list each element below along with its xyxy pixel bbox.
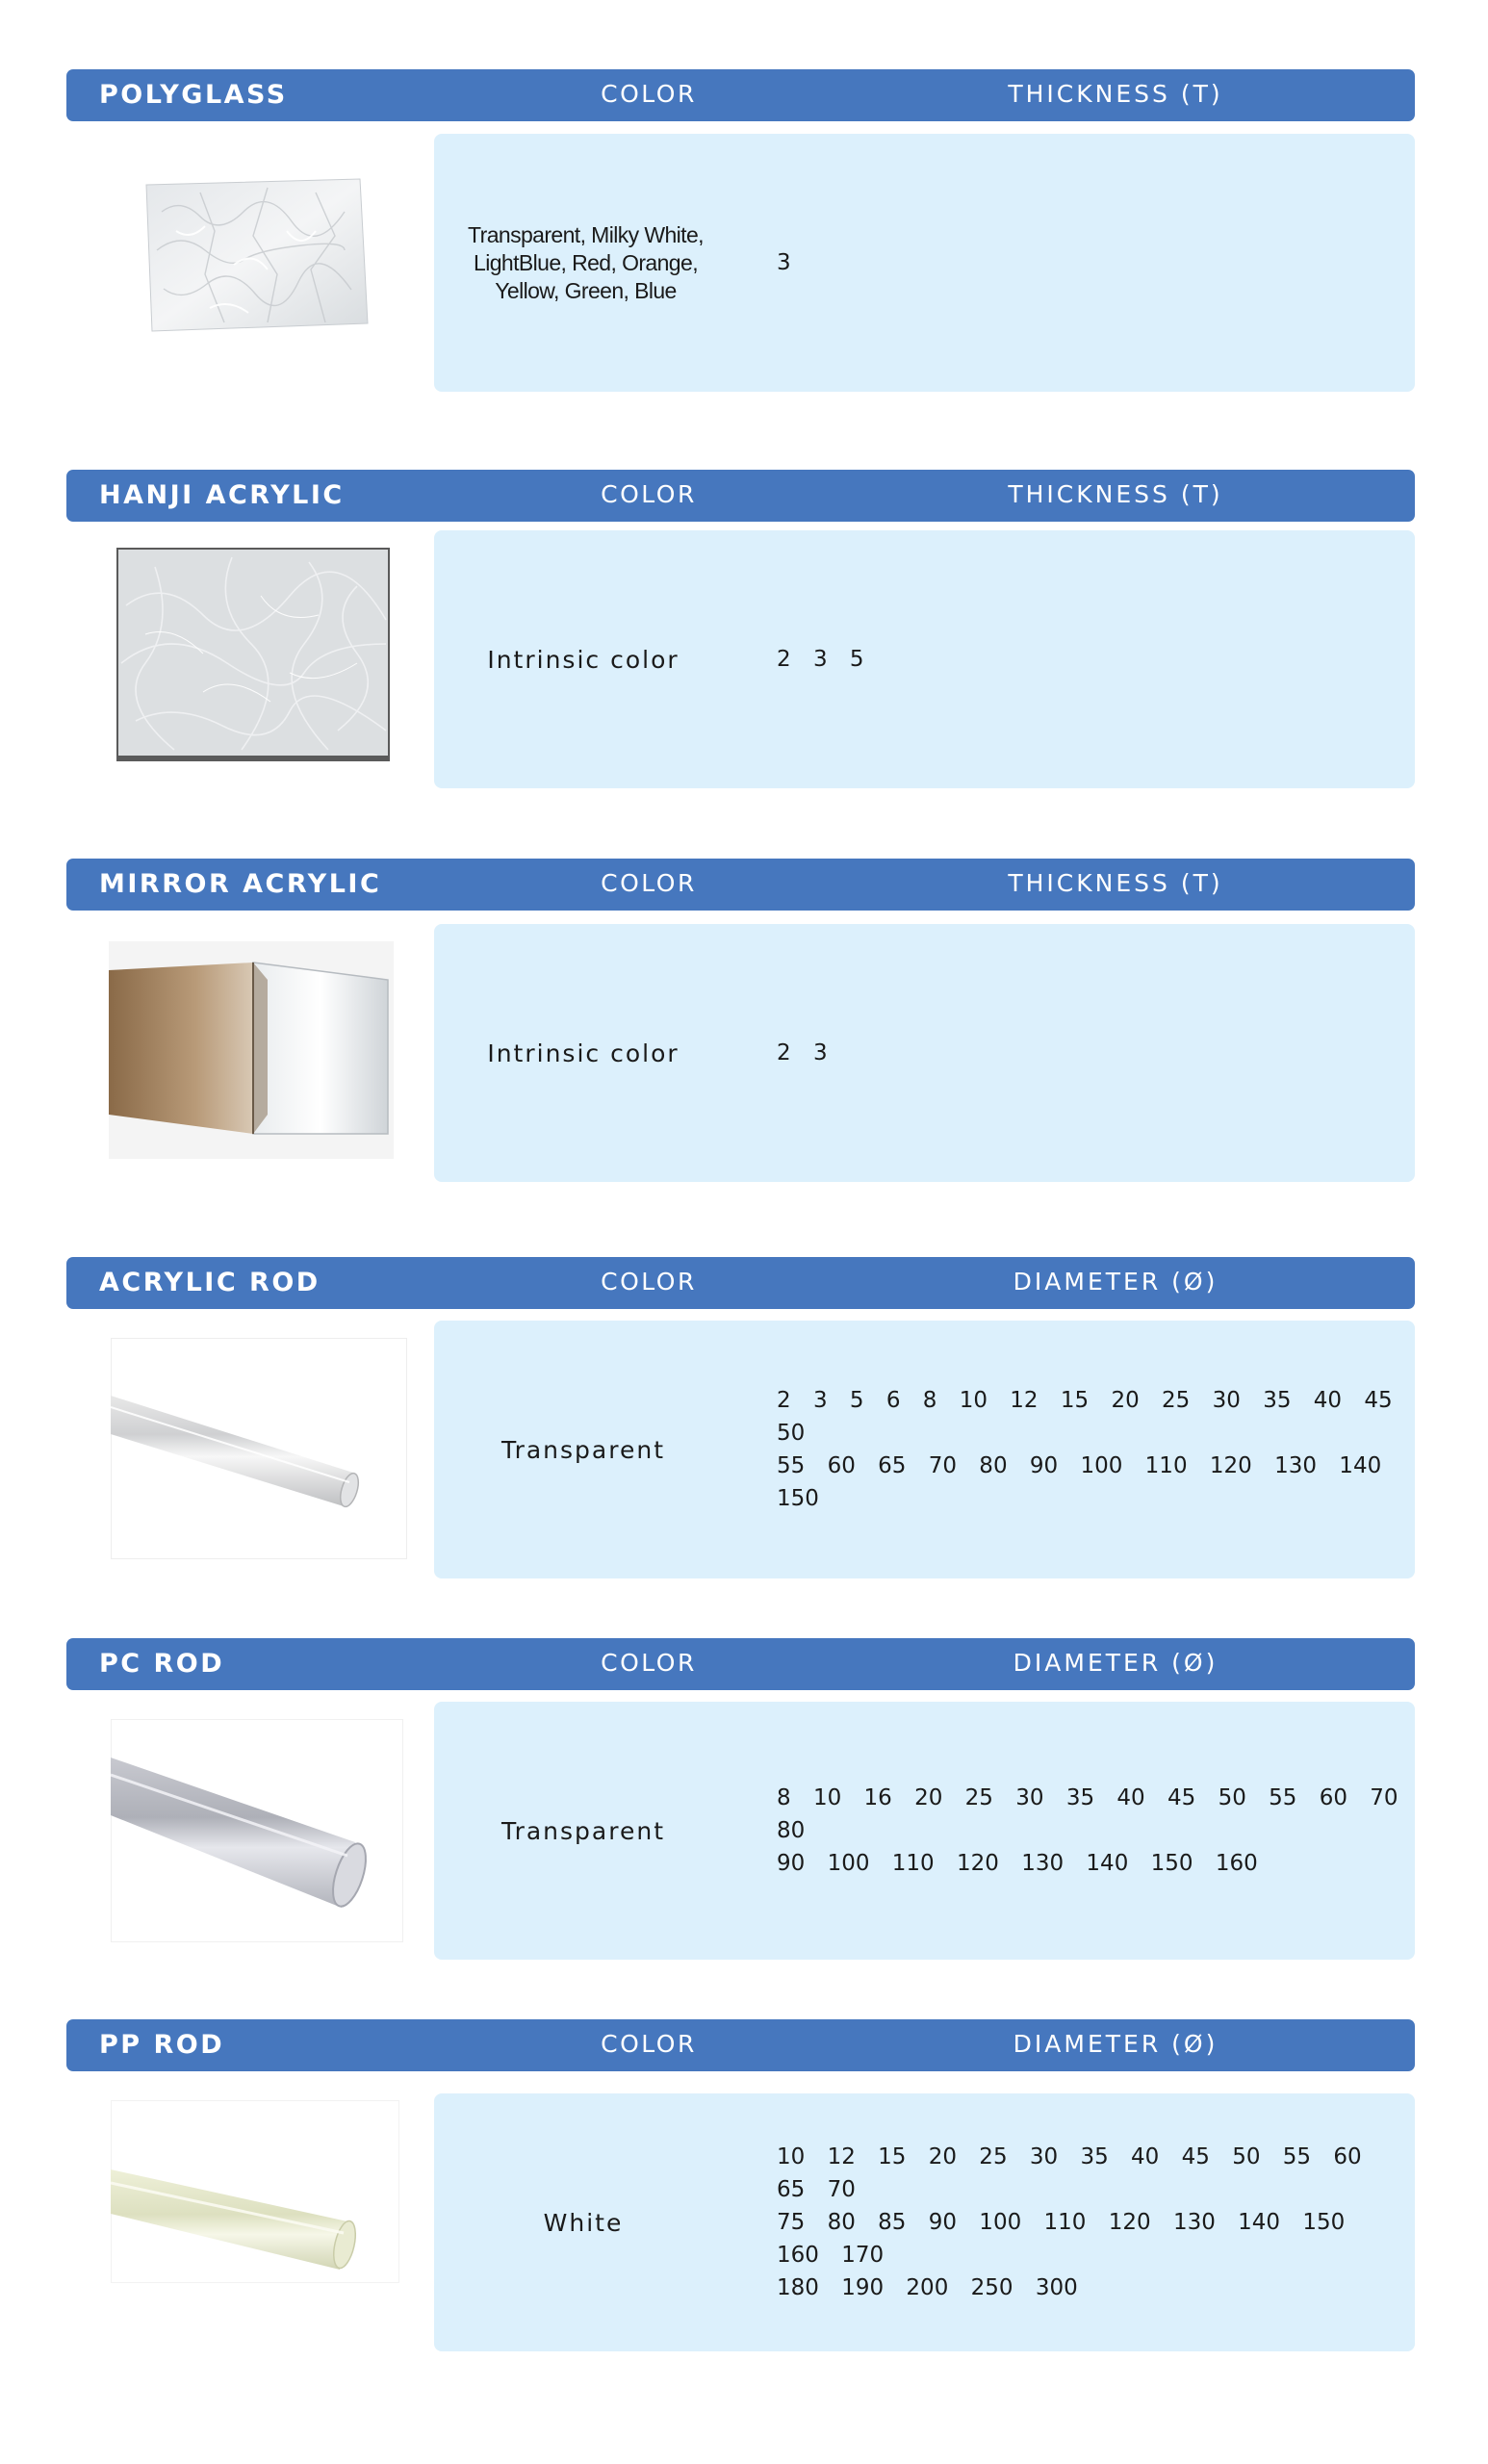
- spec-values: [777, 1702, 1402, 1960]
- spec-line: 3: [777, 250, 791, 275]
- color-column-header: COLOR: [601, 2030, 697, 2058]
- spec-line: 75 80 85 90 100 110 120 130 140 150 160 170: [777, 2210, 1346, 2268]
- color-column-header: COLOR: [601, 480, 697, 508]
- section-header: [66, 1257, 1415, 1309]
- product-name: PC ROD: [99, 1649, 225, 1679]
- spec-line: 2 3 5: [777, 647, 864, 672]
- spec-column-header: THICKNESS (T): [1008, 869, 1223, 897]
- spec-line: 2 3: [777, 1040, 828, 1065]
- product-image-polyglass: [142, 173, 373, 337]
- color-value: Transparent: [500, 1816, 665, 1845]
- spec-column-header: DIAMETER (Ø): [1013, 2030, 1219, 2058]
- product-name: MIRROR ACRYLIC: [99, 869, 382, 899]
- spec-column-header: DIAMETER (Ø): [1013, 1649, 1219, 1677]
- color-column-header: COLOR: [601, 1268, 697, 1296]
- product-detail-panel: [434, 530, 1415, 788]
- product-name: ACRYLIC ROD: [99, 1268, 321, 1297]
- spec-line: 90 100 110 120 130 140 150 160: [777, 1851, 1258, 1876]
- product-image-pp-rod: [111, 2100, 399, 2283]
- product-image-hanji-acrylic: [116, 548, 390, 761]
- spec-line: 8 10 16 20 25 30 35 40 45 50 55 60 70 80: [777, 1785, 1398, 1843]
- color-value: Transparent: [500, 1435, 665, 1464]
- product-name: POLYGLASS: [99, 80, 288, 110]
- spec-column-header: THICKNESS (T): [1008, 80, 1223, 108]
- product-detail-panel: [434, 924, 1415, 1182]
- section-header: [66, 69, 1415, 121]
- spec-line: 180 190 200 250 300: [777, 2275, 1078, 2300]
- section-header: [66, 859, 1415, 911]
- spec-values: [777, 2093, 1402, 2351]
- section-header: [66, 2019, 1415, 2071]
- product-detail-panel: [434, 1321, 1415, 1578]
- product-image-mirror-acrylic: [109, 941, 394, 1159]
- spec-column-header: DIAMETER (Ø): [1013, 1268, 1219, 1296]
- spec-values: [777, 924, 1402, 1182]
- spec-line: 2 3 5 6 8 10 12 15 20 25 30 35 40 45 50: [777, 1388, 1393, 1446]
- spec-line: 10 12 15 20 25 30 35 40 45 50 55 60 65 70: [777, 2144, 1362, 2202]
- spec-values: [777, 530, 1402, 788]
- product-detail-panel: [434, 134, 1415, 392]
- spec-values: [777, 134, 1402, 392]
- color-value: Intrinsic color: [487, 645, 680, 674]
- section-header: [66, 1638, 1415, 1690]
- color-value: Intrinsic color: [487, 1039, 680, 1067]
- color-value: White: [543, 2208, 624, 2237]
- product-detail-panel: [434, 1702, 1415, 1960]
- spec-line: 55 60 65 70 80 90 100 110 120 130 140 150: [777, 1453, 1382, 1511]
- color-column-header: COLOR: [601, 1649, 697, 1677]
- color-column-header: COLOR: [601, 869, 697, 897]
- color-column-header: COLOR: [601, 80, 697, 108]
- section-header: [66, 470, 1415, 522]
- product-name: HANJI ACRYLIC: [99, 480, 345, 510]
- product-image-pc-rod: [111, 1719, 403, 1942]
- color-value: Transparent, Milky White, LightBlue, Red, Orange, Yellow, Green, Blue: [468, 221, 704, 303]
- product-name: PP ROD: [99, 2030, 225, 2060]
- spec-column-header: THICKNESS (T): [1008, 480, 1223, 508]
- spec-values: [777, 1321, 1402, 1578]
- product-image-acrylic-rod: [111, 1338, 407, 1559]
- product-detail-panel: [434, 2093, 1415, 2351]
